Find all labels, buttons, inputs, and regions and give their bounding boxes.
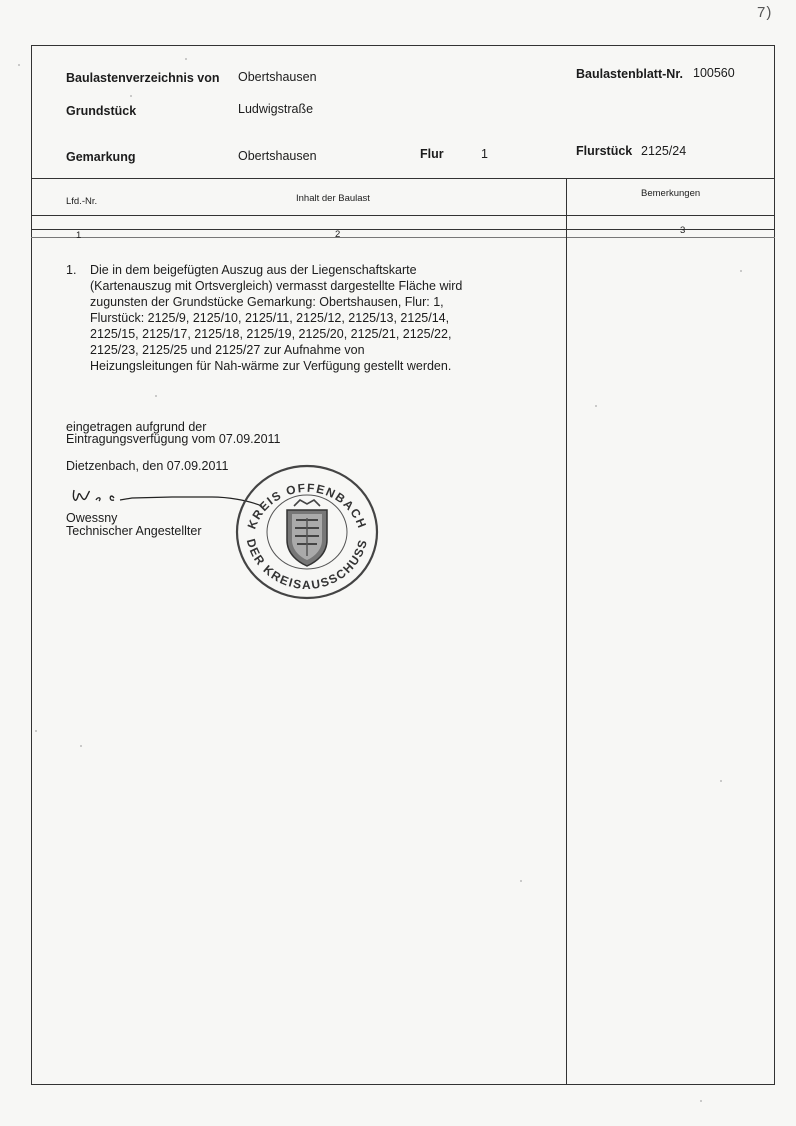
column-header-divider (31, 215, 775, 216)
column-number-1: 1 (76, 230, 82, 241)
entry-line-2: (Kartenauszug mit Ortsvergleich) vermasst dargestellte Fläche wird (90, 279, 463, 293)
signatory-title: Technischer Angestellter (66, 524, 202, 538)
seal-lower-text: DER KREISAUSSCHUSS (243, 537, 371, 592)
coat-of-arms-icon (287, 500, 327, 566)
seal-upper-text: KREIS OFFENBACH (244, 480, 370, 532)
entry-line-5: 2125/15, 2125/17, 2125/18, 2125/19, 2125/20, 2125/21, 2125/22, (90, 327, 452, 341)
gemarkung-value: Obertshausen (238, 149, 317, 163)
flur-label: Flur (420, 147, 444, 161)
entry-line-7: Heizungsleitungen für Nah-wärme zur Verfügung gestellt werden. (90, 359, 452, 373)
content-top-rule (31, 237, 775, 238)
place-date: Dietzenbach, den 07.09.2011 (66, 459, 229, 473)
inhalt-header: Inhalt der Baulast (296, 193, 370, 204)
verzeichnis-value: Obertshausen (238, 70, 317, 84)
grundstueck-value: Ludwigstraße (238, 102, 314, 116)
entry-number: 1. (66, 263, 77, 277)
grundstueck-label: Grundstück (66, 104, 137, 118)
page-corner-mark: 7) (757, 4, 773, 21)
verzeichnis-label: Baulastenverzeichnis von (66, 71, 220, 85)
blatt-value: 100560 (693, 66, 735, 80)
flurstueck-label: Flurstück (576, 144, 633, 158)
column-number-divider (31, 229, 775, 230)
bemerkungen-header: Bemerkungen (641, 188, 701, 199)
column-number-2: 2 (335, 229, 341, 240)
document-frame (31, 45, 775, 1085)
flurstueck-value: 2125/24 (641, 144, 687, 158)
entry-line-3: zugunsten der Grundstücke Gemarkung: Obertshausen, Flur: 1, (90, 295, 444, 309)
entry-line-6: 2125/23, 2125/25 und 2125/27 zur Aufnahme von (90, 343, 365, 357)
official-seal (232, 462, 382, 602)
registration-line-2: Eintragungsverfügung vom 07.09.2011 (66, 432, 281, 446)
registration-line-1: eingetragen aufgrund der (66, 420, 207, 434)
column-number-3: 3 (680, 225, 686, 236)
entry-line-4: Flurstück: 2125/9, 2125/10, 2125/11, 2125/12, 2125/13, 2125/14, (90, 311, 450, 325)
entry-line-1: Die in dem beigefügten Auszug aus der Liegenschaftskarte (90, 263, 417, 277)
header-divider (31, 178, 775, 179)
remarks-column-divider (566, 178, 567, 1085)
gemarkung-label: Gemarkung (66, 150, 136, 164)
blatt-label: Baulastenblatt-Nr. (576, 67, 683, 81)
lfd-nr-header: Lfd.-Nr. (66, 196, 98, 207)
signatory-name: Owessny (66, 511, 118, 525)
flur-value: 1 (481, 147, 488, 161)
